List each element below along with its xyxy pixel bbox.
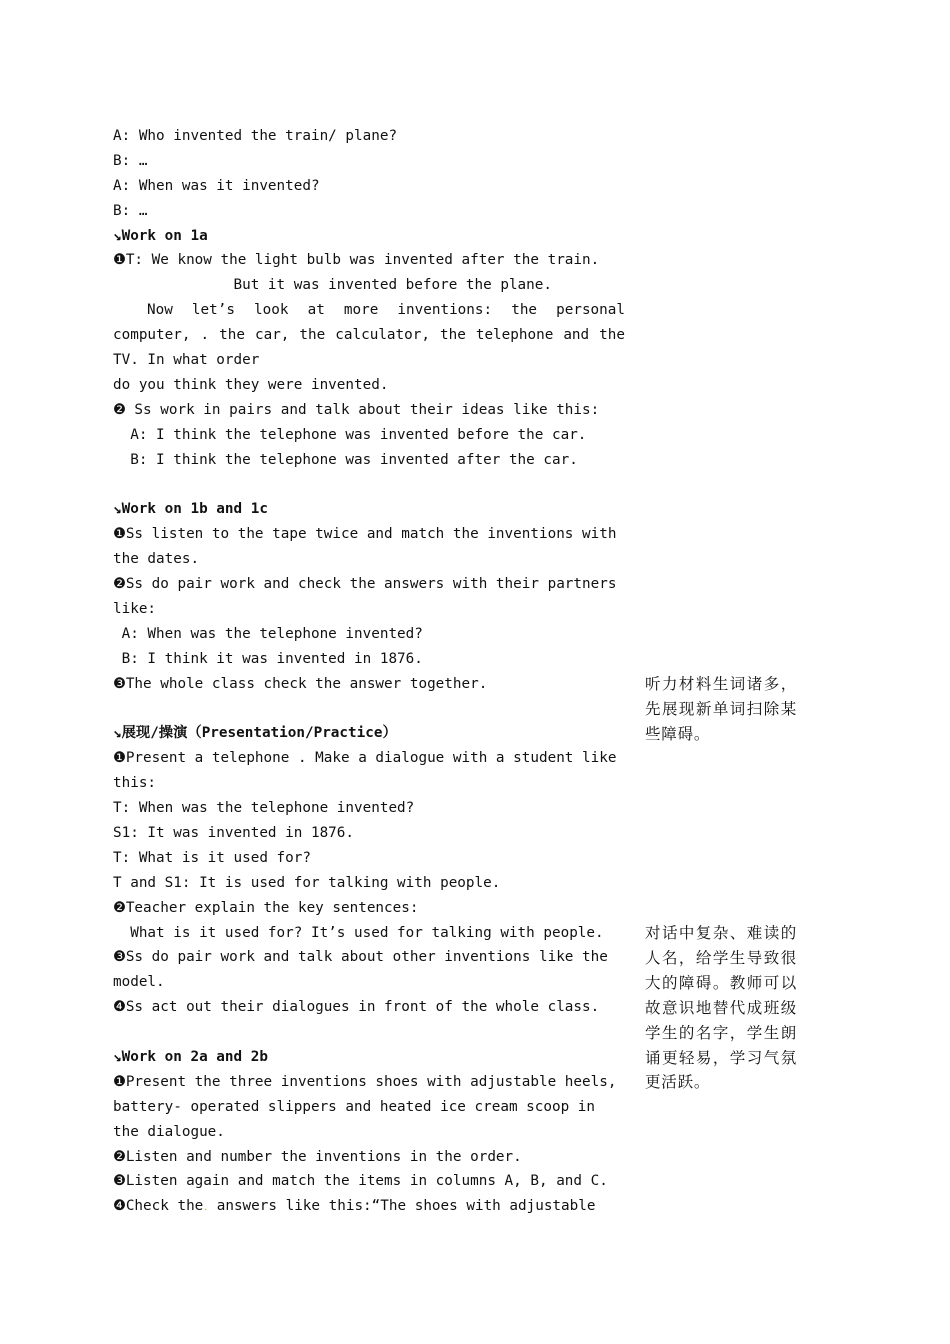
section-heading-1b-1c: ↘Work on 1b and 1c xyxy=(113,501,268,518)
text-line: ❷Teacher explain the key sentences: xyxy=(113,899,419,916)
text-line: the dialogue. xyxy=(113,1123,225,1140)
text-line: TV. In what order xyxy=(113,352,260,369)
side-note-listening: 听力材料生词诸多，先展现新单词扫除某些障碍。 xyxy=(645,675,797,743)
text-line: ❸The whole class check the answer together. xyxy=(113,675,488,692)
text-line: ❶Ss listen to the tape twice and match the inventions with xyxy=(113,526,617,543)
text-line: ❶T: We know the light bulb was invented after the train. xyxy=(113,252,600,269)
text-line: this: xyxy=(113,775,157,792)
text-line: A: Who invented the train/ plane? xyxy=(113,128,398,144)
text-line: B: I think it was invented in 1876. xyxy=(113,650,423,667)
lesson-plan-text xyxy=(113,124,625,1219)
text-line: ❶Present the three inventions shoes with adjustable heels, xyxy=(113,1073,617,1090)
text-line: ❶Present a telephone . Make a dialogue with a student like xyxy=(113,750,617,767)
text-fragment: ❹Check the xyxy=(113,1198,204,1215)
text-line-last xyxy=(113,1194,625,1219)
text-line: ❸Ss do pair work and talk about other inventions like the xyxy=(113,949,608,966)
text-line: A: I think the telephone was invented before the car. xyxy=(113,426,587,443)
text-line: T: What is it used for? xyxy=(113,849,311,866)
text-line: T: When was the telephone invented? xyxy=(113,800,415,817)
text-line: B: … xyxy=(113,202,148,219)
text-line: Now let’s look at more inventions: the personal xyxy=(147,302,625,319)
text-line: But it was invented before the plane. xyxy=(113,277,552,294)
text-line: the dates. xyxy=(113,551,200,568)
text-line: ❸Listen again and match the items in columns A, B, and C. xyxy=(113,1173,608,1190)
text-line: ❹Ss act out their dialogues in front of the whole class. xyxy=(113,999,600,1016)
section-heading-1a: ↘Work on 1a xyxy=(113,227,208,244)
section-heading-2a-2b: ↘Work on 2a and 2b xyxy=(113,1048,268,1065)
text-line: T and S1: It is used for talking with people. xyxy=(113,874,501,891)
side-note-names: 对话中复杂、难读的人名，给学生导致很大的障碍。教师可以故意识地替代成班级学生的名字，学生朗诵更轻易，学习气氛更活跃。 xyxy=(645,924,797,1092)
text-line: battery- operated slippers and heated ice cream scoop in xyxy=(113,1098,596,1115)
text-fragment: answers like this:“The shoes with adjustable xyxy=(216,1198,596,1215)
section-heading-presentation: ↘展现/操演（Presentation/Practice） xyxy=(113,725,397,742)
text-line: do you think they were invented. xyxy=(113,376,389,393)
text-line: model. xyxy=(113,974,165,991)
text-line: like: xyxy=(113,600,157,617)
text-line: S1: It was invented in 1876. xyxy=(113,824,355,841)
text-line: A: When was it invented? xyxy=(113,177,320,194)
text-line: computer, . the car, the calculator, the telephone and the xyxy=(113,327,625,344)
dot-mark: . xyxy=(203,1203,209,1213)
text-line: B: I think the telephone was invented after the car. xyxy=(113,451,578,468)
text-line: ❷Ss do pair work and check the answers with their partners xyxy=(113,576,617,593)
text-line: ❷Listen and number the inventions in the order. xyxy=(113,1148,522,1165)
text-line: B: … xyxy=(113,152,148,169)
text-line: ❷ Ss work in pairs and talk about their ideas like this: xyxy=(113,401,600,418)
text-line: A: When was the telephone invented? xyxy=(113,625,423,642)
text-line: What is it used for? It’s used for talking with people. xyxy=(113,924,604,941)
